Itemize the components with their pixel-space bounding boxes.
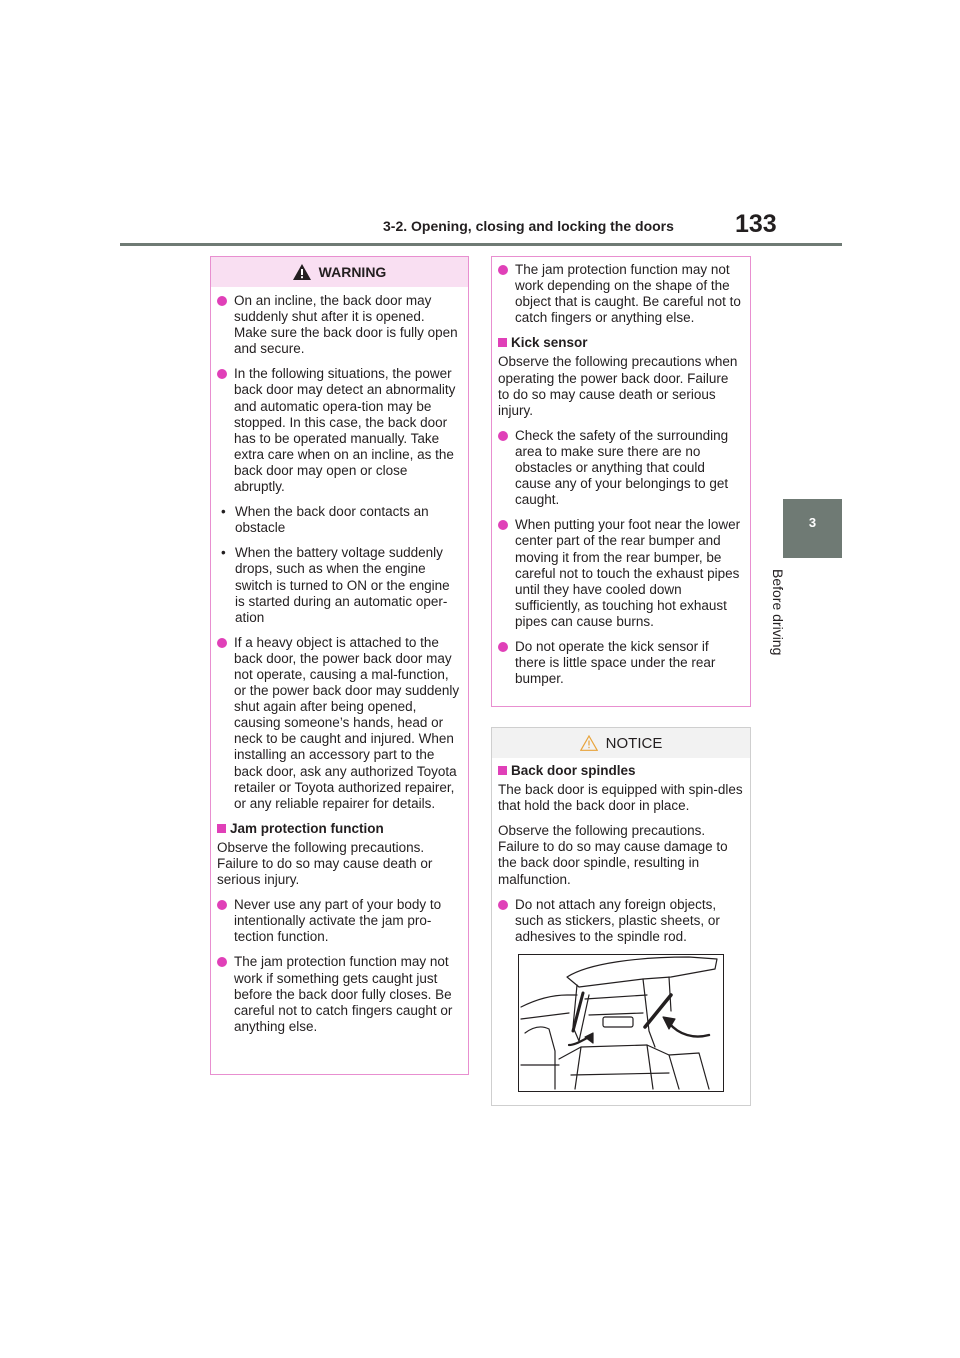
warning-title: WARNING — [318, 264, 387, 280]
open-back-door-spindle-icon — [519, 955, 723, 1091]
notice-paragraph: Observe the following precautions. Failure to do so may cause damage to the back door spindle, resulting in malfunction. — [498, 823, 728, 887]
chapter-label: Before driving — [770, 569, 786, 656]
header-divider — [120, 243, 842, 246]
notice-title: NOTICE — [605, 734, 663, 752]
chapter-number: 3 — [808, 515, 817, 530]
notice-box — [491, 727, 751, 1106]
warning-sub-item: • When the battery voltage suddenly drops, such as when the engine switch is turned to ON or the engine is started during an automatic oper-ation — [221, 545, 450, 625]
bullet-dot-icon — [217, 296, 227, 306]
bullet-dot-icon — [217, 369, 227, 379]
warning-bullet: If a heavy object is attached to the back door, the power back door may not operate, causing a mal-function, or the power back door may suddenly shut again after being opened, causing someone’s hands, head or neck to be caught and injured. When installing an accessory part to the back door, ask any authorized Toyota retailer or Toyota authorized repairer, or any reliable repairer for details. — [217, 635, 461, 812]
bullet-dot-icon — [498, 265, 508, 275]
warning-bullet: Never use any part of your body to intentionally activate the jam pro-tection function. — [217, 897, 461, 945]
back-door-spindle-illustration — [518, 954, 724, 1092]
jam-protection-intro: Observe the following precautions. Failure to do so may cause death or serious injury. — [217, 839, 433, 888]
square-bullet-icon — [217, 824, 226, 833]
notice-header — [492, 728, 750, 758]
chapter-tab — [783, 499, 842, 558]
bullet-dot-icon — [498, 900, 508, 910]
section-title: 3-2. Opening, closing and locking the doors — [383, 218, 674, 234]
kick-sensor-heading: Kick sensor — [498, 335, 743, 351]
notice-paragraph: The back door is equipped with spin-dles that hold the back door in place. — [498, 782, 743, 814]
caution-triangle-icon — [580, 735, 598, 751]
kick-sensor-intro: Observe the following precautions when operating the power back door. Failure to do so may cause death or serious injury. — [498, 354, 738, 418]
bullet-dot-icon — [217, 900, 227, 910]
warning-bullet: The jam protection function may not work depending on the shape of the object that is caught. Be careful not to catch fingers or anything else. — [498, 262, 743, 326]
notice-bullet: Do not attach any foreign objects, such as stickers, plastic sheets, or adhesives to the spindle rod. — [498, 897, 743, 945]
warning-bullet: When putting your foot near the lower center part of the rear bumper and moving it from the rear bumper, be careful not to touch the exhaust pipes until they have cooled down sufficiently, as touching hot exhaust pipes can cause burns. — [498, 517, 743, 630]
warning-box — [210, 256, 469, 1075]
warning-bullet: On an incline, the back door may suddenly shut after it is opened. Make sure the back door is fully open and secure. — [217, 293, 461, 357]
warning-triangle-icon — [293, 264, 311, 280]
bullet-dot-icon — [498, 520, 508, 530]
bullet-dot-icon — [498, 431, 508, 441]
bullet-dot-icon — [217, 638, 227, 648]
page-number: 133 — [735, 210, 777, 238]
square-bullet-icon — [498, 338, 507, 347]
warning-sub-item: • When the back door contacts an obstacle — [221, 504, 429, 536]
jam-protection-heading: Jam protection function — [217, 821, 461, 837]
warning-bullet: Do not operate the kick sensor if there is little space under the rear bumper. — [498, 639, 743, 687]
warning-bullet: In the following situations, the power back door may detect an abnormality and automatic opera-tion may be stopped. In this case, the back door has to be operated manually. Take extra care when on an incline, as the back door may open or close abruptly. — [217, 366, 461, 495]
warning-bullet: The jam protection function may not work if something gets caught just before the back door fully closes. Be careful not to catch fingers caught or anything else. — [217, 954, 461, 1034]
chapter-label-container — [770, 569, 804, 669]
bullet-dot-icon — [217, 957, 227, 967]
warning-bullet: Check the safety of the surrounding area to make sure there are no obstacles or anything that could cause any of your belongings to get caught. — [498, 428, 743, 508]
warning-header — [211, 257, 468, 287]
warning-continued-box — [491, 256, 751, 707]
bullet-dot-icon — [498, 642, 508, 652]
back-door-spindles-heading: Back door spindles — [498, 763, 743, 779]
square-bullet-icon — [498, 766, 507, 775]
